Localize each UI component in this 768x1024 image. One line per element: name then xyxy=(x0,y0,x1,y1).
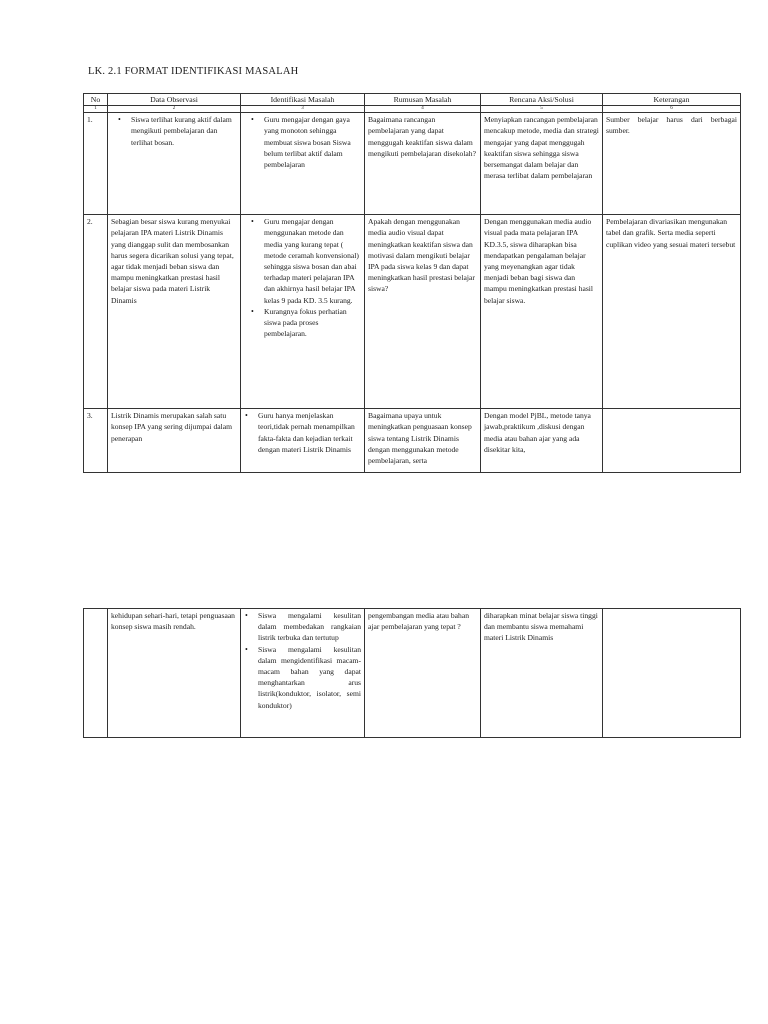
column-number-row xyxy=(84,106,741,113)
col-number: 2 xyxy=(108,106,241,113)
table-header-row xyxy=(84,94,741,106)
row-number: 3. xyxy=(84,409,108,473)
col-number: 4 xyxy=(365,106,481,113)
rencana-cell: Menyiapkan rancangan pembelajaran mencakup metode, media dan strategi mengajar yang dapat menggugah keaktifan siswa sehingga siswa bersemangat dalam belajar dan merasa terlibat dalam pembelajaran xyxy=(481,113,603,215)
table-row xyxy=(84,409,741,473)
header-rencana-aksi: Rencana Aksi/Solusi xyxy=(481,94,603,106)
keterangan-cell xyxy=(603,609,741,738)
rencana-cell: diharapkan minat belajar siswa tinggi dan membantu siswa memahami materi Listrik Dinamis xyxy=(481,609,603,738)
rumusan-cell: Bagaimana rancangan pembelajaran yang dapat menggugah keaktifan siswa dalam mengikuti pembelajaran disekolah? xyxy=(365,113,481,215)
observasi-cell: kehidupan sehari-hari, tetapi penguasaan konsep siswa masih rendah. xyxy=(108,609,241,738)
identifikasi-bullet: • Guru hanya menjelaskan teori,tidak pernah menampilkan fakta-fakta dan kejadian terkait dengan materi Listrik Dinamis xyxy=(244,410,361,455)
col-number: 1 xyxy=(84,106,108,113)
keterangan-cell: Pembelajaran divariasikan mengunakan tabel dan grafik. Serta media seperti cuplikan video yang sesuai materi tersebut xyxy=(603,215,741,409)
col-number: 5 xyxy=(481,106,603,113)
header-identifikasi-masalah: Identifikasi Masalah xyxy=(241,94,365,106)
identifikasi-bullet: • Siswa mengalami kesulitan dalam membedakan rangkaian listrik terbuka dan tertutup xyxy=(244,610,361,644)
keterangan-cell: Sumber belajar harus dari berbagai sumber. xyxy=(603,113,741,215)
identifikasi-cell xyxy=(241,409,365,473)
identification-table xyxy=(83,93,741,473)
observasi-bullet: • Siswa terlihat kurang aktif dalam mengikuti pembelajaran dan terlihat bosan. xyxy=(111,114,237,148)
rencana-cell: Dengan model PjBL, metode tanya jawab,praktikum ,diskusi dengan media atau bahan ajar yang ada disekitar kita, xyxy=(481,409,603,473)
rumusan-cell: Apakah dengan menggunakan media audio visual dapat meningkatkan keaktifan siswa dan motivasi dalam mengikuti belajar IPA pada siswa kelas 9 dan dapat meningkatkan hasil prestasi belajar siswa? xyxy=(365,215,481,409)
identifikasi-cell xyxy=(241,609,365,738)
col-number: 6 xyxy=(603,106,741,113)
header-keterangan: Keterangan xyxy=(603,94,741,106)
row-number xyxy=(84,609,108,738)
header-data-observasi: Data Observasi xyxy=(108,94,241,106)
header-rumusan-masalah: Rumusan Masalah xyxy=(365,94,481,106)
identifikasi-cell xyxy=(241,113,365,215)
identifikasi-bullet: • Siswa mengalami kesulitan dalam mengidentifikasi macam-macam bahan yang dapat menghantarkan arus listrik(konduktor, isolator, semi konduktor) xyxy=(244,644,361,711)
rencana-cell: Dengan menggunakan media audio visual pada mata pelajaran IPA KD.3.5, siswa diharapkan bisa mendapatkan pengalaman belajar yang meyenangkan agar tidak menjadi beban bagi siswa dan mampu meningkatkan prestasi hasil belajar siswa. xyxy=(481,215,603,409)
table-row xyxy=(84,609,741,738)
continuation-table xyxy=(83,608,741,738)
col-number: 3 xyxy=(241,106,365,113)
document-title: LK. 2.1 FORMAT IDENTIFIKASI MASALAH xyxy=(88,66,299,77)
rumusan-cell: Bagaimana upaya untuk meningkatkan penguasaan konsep siswa tentang Listrik Dinamis dengan menggunakan metode pembelajaran, serta xyxy=(365,409,481,473)
row-number: 1. xyxy=(84,113,108,215)
table-row xyxy=(84,113,741,215)
rumusan-cell: pengembangan media atau bahan ajar pembelajaran yang tepat ? xyxy=(365,609,481,738)
observasi-cell: Sebagian besar siswa kurang menyukai pelajaran IPA materi Listrik Dinamis yang dianggap sulit dan membosankan harus segera dicarikan solusi yang tepat, agar tidak menjadi beban siswa dan mampu meningkatkan prestasi hasil belajar siswa pada materi Listrik Dinamis xyxy=(108,215,241,409)
identifikasi-bullet: • Guru mengajar dengan gaya yang monoton sehingga membuat siswa bosan Siswa belum terlibat aktif dalam pembelajaran xyxy=(244,114,361,170)
table-row xyxy=(84,215,741,409)
keterangan-cell xyxy=(603,409,741,473)
identifikasi-bullet: • Guru mengajar dengan menggunakan metode dan media yang kurang tepat ( metode ceramah konvensional) sehingga siswa bosan dan abai terhadap materi pelajaran IPA dan akhirnya hasil belajar IPA kelas 9 pada KD. 3.5 kurang. xyxy=(244,216,361,306)
header-no: No xyxy=(84,94,108,106)
identifikasi-bullet: • Kurangnya fokus perhatian siswa pada proses pembelajaran. xyxy=(244,306,361,340)
observasi-cell: Listrik Dinamis merupakan salah satu konsep IPA yang sering dijumpai dalam penerapan xyxy=(108,409,241,473)
identifikasi-cell xyxy=(241,215,365,409)
row-number: 2. xyxy=(84,215,108,409)
observasi-cell xyxy=(108,113,241,215)
